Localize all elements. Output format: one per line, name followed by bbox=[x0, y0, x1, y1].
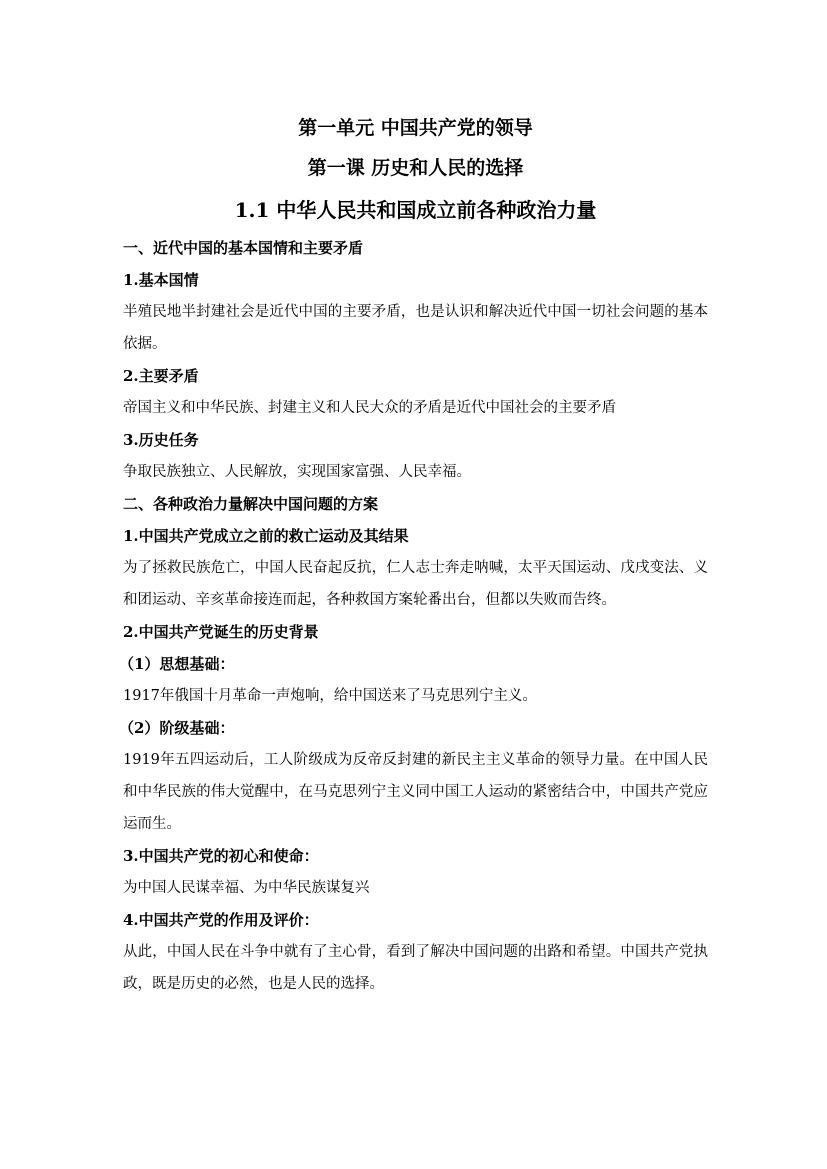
party-background-heading: 2.中国共产党诞生的历史背景 bbox=[123, 623, 319, 641]
historical-task-heading: 3.历史任务 bbox=[123, 431, 199, 449]
unit-title: 第一单元 中国共产党的领导 bbox=[298, 117, 533, 139]
section-title: 1.1 中华人民共和国成立前各种政治力量 bbox=[234, 198, 597, 222]
salvation-movements-heading: 1.中国共产党成立之前的救亡运动及其结果 bbox=[123, 527, 409, 545]
lesson-title: 第一课 历史和人民的选择 bbox=[307, 157, 524, 179]
main-contradiction-text: 帝国主义和中华民族、封建主义和人民大众的矛盾是近代中国社会的主要矛盾 bbox=[123, 400, 616, 416]
role-evaluation-text: 从此，中国人民在斗争中就有了主心骨，看到了解决中国问题的出路和希望。中国共产党执政，既是历史的必然，也是人民的选择。 bbox=[123, 944, 708, 992]
role-evaluation-heading: 4.中国共产党的作用及评价： bbox=[123, 911, 319, 929]
class-basis-text: 1919年五四运动后，工人阶级成为反帝反封建的新民主主义革命的领导力量。在中国人民和中华民族的伟大觉醒中，在马克思列宁主义同中国工人运动的紧密结合中，中国共产党应运而生。 bbox=[123, 752, 708, 832]
ideological-basis-heading: （1）思想基础： bbox=[119, 655, 235, 673]
document-content bbox=[119, 108, 708, 1000]
mission-text: 为中国人民谋幸福、为中华民族谋复兴 bbox=[123, 880, 370, 896]
ideological-basis-text: 1917年俄国十月革命一声炮响，给中国送来了马克思列宁主义。 bbox=[123, 688, 537, 704]
salvation-movements-text: 为了拯救民族危亡，中国人民奋起反抗，仁人志士奔走呐喊，太平天国运动、戊戌变法、义和团运动、辛亥革命接连而起，各种救国方案轮番出台，但都以失败而告终。 bbox=[123, 560, 708, 608]
part1-heading: 一、近代中国的基本国情和主要矛盾 bbox=[123, 239, 364, 257]
main-contradiction-heading: 2.主要矛盾 bbox=[123, 367, 199, 385]
basic-situation-text: 半殖民地半封建社会是近代中国的主要矛盾，也是认识和解决近代中国一切社会问题的基本依据。 bbox=[123, 304, 708, 352]
basic-situation-heading: 1.基本国情 bbox=[123, 271, 199, 289]
class-basis-heading: （2）阶级基础： bbox=[119, 719, 235, 737]
mission-heading: 3.中国共产党的初心和使命： bbox=[123, 847, 319, 865]
part2-heading: 二、各种政治力量解决中国问题的方案 bbox=[123, 495, 379, 513]
historical-task-text: 争取民族独立、人民解放，实现国家富强、人民幸福。 bbox=[123, 464, 471, 480]
